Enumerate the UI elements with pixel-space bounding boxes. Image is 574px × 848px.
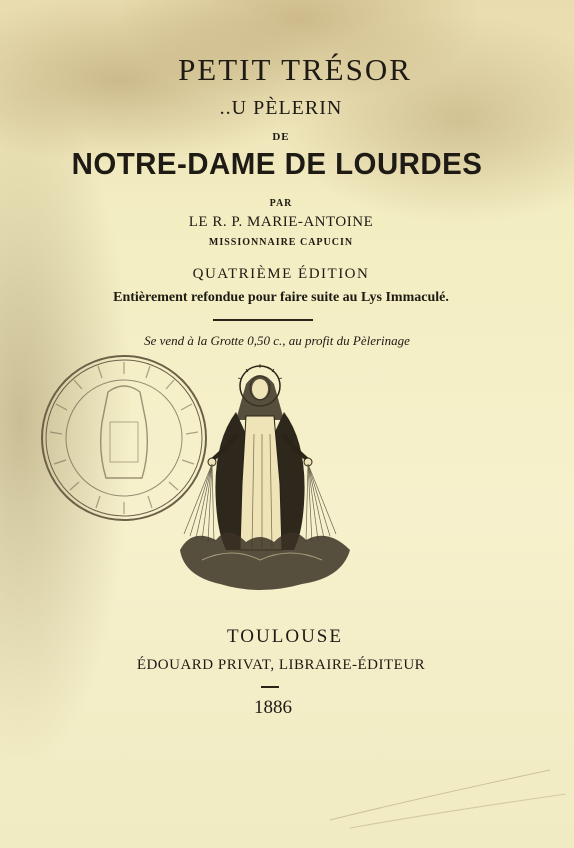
main-title: NOTRE-DAME DE LOURDES <box>71 146 483 181</box>
virgin-mary-engraving <box>172 364 358 594</box>
edition-note: Entièrement refondue pour faire suite au Lys Immaculé. <box>113 290 449 305</box>
divider-rule <box>213 319 313 321</box>
title-line-2: ..U PÈLERIN <box>219 97 343 119</box>
publication-year: 1886 <box>254 697 292 718</box>
paper-scratch-marks <box>330 760 570 830</box>
edition-label: QUATRIÈME ÉDITION <box>192 266 370 282</box>
title-line-1: PETIT TRÉSOR <box>178 52 412 87</box>
author-name: LE R. P. MARIE-ANTOINE <box>188 214 374 230</box>
author-role: MISSIONNAIRE CAPUCIN <box>208 237 354 248</box>
title-de: DE <box>272 131 290 143</box>
by-label: PAR <box>269 198 293 209</box>
publisher-name: ÉDOUARD PRIVAT, LIBRAIRE-ÉDITEUR <box>136 657 426 673</box>
sale-note: Se vend à la Grotte 0,50 c., au profit du Pèlerinage <box>144 333 410 348</box>
publication-city: TOULOUSE <box>227 626 343 647</box>
short-divider-rule <box>261 686 279 688</box>
